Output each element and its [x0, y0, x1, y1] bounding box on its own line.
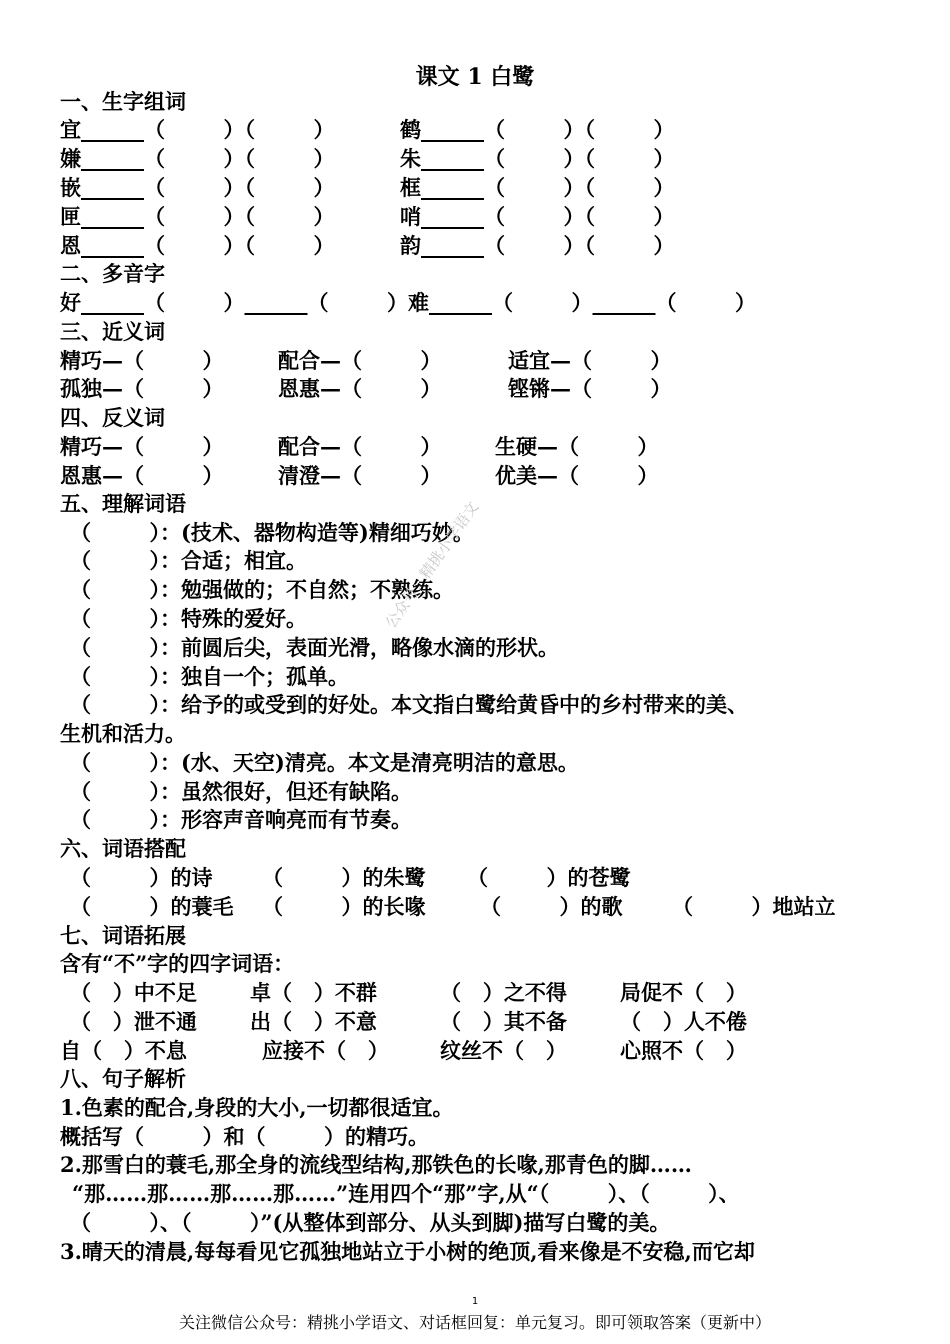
section-heading: 二、多音字	[60, 261, 165, 286]
antonym-item: 配合—（ ）	[278, 434, 442, 459]
word-row: 嵌______（ ）（ ）	[60, 175, 335, 200]
definition-line: （ ）：形容声音响亮而有节奏。	[70, 807, 412, 832]
section-heading: 八、句子解析	[60, 1066, 186, 1091]
idiom-item: 应接不（ ）	[262, 1038, 389, 1063]
idiom-item: 卓（ ）不群	[250, 980, 377, 1005]
definition-line: （ ）：给予的或受到的好处。本文指白鹭给黄昏中的乡村带来的美、	[70, 692, 748, 717]
word-row: 嫌______（ ）（ ）	[60, 146, 335, 171]
definition-line: （ ）：独自一个；孤单。	[70, 664, 349, 689]
section-heading: 三、近义词	[60, 319, 165, 344]
watermark: 公众号：精挑小学语文	[381, 498, 483, 632]
page-title: 课文 1 白鹭	[415, 64, 535, 90]
antonym-item: 优美—（ ）	[495, 463, 659, 488]
definition-line: 生机和活力。	[60, 721, 186, 746]
idiom-item: 出（ ）不意	[250, 1009, 377, 1034]
footer-note: 关注微信公众号：精挑小学语文、对话框回复：单元复习。即可领取答案（更新中）	[178, 1313, 771, 1332]
word-row: 鹤______（ ）（ ）	[400, 117, 675, 142]
synonym-item: 精巧—（ ）	[60, 348, 224, 373]
sentence-line: 3.晴天的清晨,每每看见它孤独地站立于小树的绝顶,看来像是不安稳,而它却	[60, 1239, 755, 1264]
definition-line: （ ）：合适；相宜。	[70, 548, 307, 573]
word-row: 框______（ ）（ ）	[400, 175, 675, 200]
synonym-item: 铿锵—（ ）	[508, 376, 672, 401]
antonym-item: 生硬—（ ）	[495, 434, 659, 459]
antonym-item: 精巧—（ ）	[60, 434, 224, 459]
collocation-item: （ ）的歌	[480, 894, 623, 919]
polyphone-row: 好______（ ）______（ ）难______（ ）______（ ）	[60, 290, 756, 315]
definition-line: （ ）：(技术、器物构造等)精细巧妙。	[70, 520, 474, 545]
synonym-item: 配合—（ ）	[278, 348, 442, 373]
idiom-item: 纹丝不（ ）	[440, 1038, 567, 1063]
word-row: 朱______（ ）（ ）	[400, 146, 675, 171]
collocation-item: （ ）的长喙	[262, 894, 426, 919]
idiom-intro: 含有“不”字的四字词语：	[60, 951, 295, 976]
section-heading: 五、理解词语	[60, 491, 186, 516]
collocation-item: （ ）地站立	[672, 894, 836, 919]
antonym-item: 恩惠—（ ）	[60, 463, 224, 488]
word-row: 哨______（ ）（ ）	[400, 204, 675, 229]
idiom-item: 自（ ）不息	[60, 1038, 187, 1063]
collocation-item: （ ）的蓑毛	[70, 894, 234, 919]
section-heading: 七、词语拓展	[60, 923, 186, 948]
idiom-item: 心照不（ ）	[620, 1038, 747, 1063]
synonym-item: 适宜—（ ）	[508, 348, 672, 373]
sentence-line: （ ）、（ ）”(从整体到部分、从头到脚)描写白鹭的美。	[70, 1210, 671, 1235]
idiom-item: （ ）其不备	[440, 1009, 567, 1034]
word-row: 宜______（ ）（ ）	[60, 117, 335, 142]
word-row: 匣______（ ）（ ）	[60, 204, 335, 229]
idiom-item: （ ）人不倦	[620, 1009, 747, 1034]
word-row: 韵______（ ）（ ）	[400, 233, 675, 258]
page-number: 1	[471, 1296, 479, 1307]
collocation-item: （ ）的朱鹭	[262, 865, 426, 890]
definition-line: （ ）：前圆后尖，表面光滑，略像水滴的形状。	[70, 635, 559, 660]
definition-line: （ ）：勉强做的；不自然；不熟练。	[70, 577, 454, 602]
antonym-item: 清澄—（ ）	[278, 463, 442, 488]
idiom-item: （ ）中不足	[70, 980, 197, 1005]
idiom-item: （ ）之不得	[440, 980, 567, 1005]
collocation-item: （ ）的诗	[70, 865, 213, 890]
sentence-line: 1.色素的配合,身段的大小,一切都很适宜。	[60, 1095, 454, 1120]
idiom-item: 局促不（ ）	[620, 980, 747, 1005]
section-heading: 四、反义词	[60, 405, 165, 430]
word-row: 恩______（ ）（ ）	[60, 233, 335, 258]
synonym-item: 孤独—（ ）	[60, 376, 224, 401]
sentence-line: “那……那……那……那……”连用四个“那”字,从“（ ）、（ ）、	[72, 1181, 740, 1206]
collocation-item: （ ）的苍鹭	[467, 865, 631, 890]
definition-line: （ ）：虽然很好，但还有缺陷。	[70, 779, 412, 804]
idiom-item: （ ）泄不通	[70, 1009, 197, 1034]
synonym-item: 恩惠—（ ）	[278, 376, 442, 401]
sentence-line: 2.那雪白的蓑毛,那全身的流线型结构,那铁色的长喙,那青色的脚……	[60, 1152, 692, 1177]
section-heading: 一、生字组词	[60, 89, 186, 114]
definition-line: （ ）：特殊的爱好。	[70, 606, 307, 631]
sentence-line: 概括写（ ）和（ ）的精巧。	[60, 1124, 429, 1149]
definition-line: （ ）：(水、天空)清亮。本文是清亮明洁的意思。	[70, 750, 579, 775]
section-heading: 六、词语搭配	[60, 836, 186, 861]
